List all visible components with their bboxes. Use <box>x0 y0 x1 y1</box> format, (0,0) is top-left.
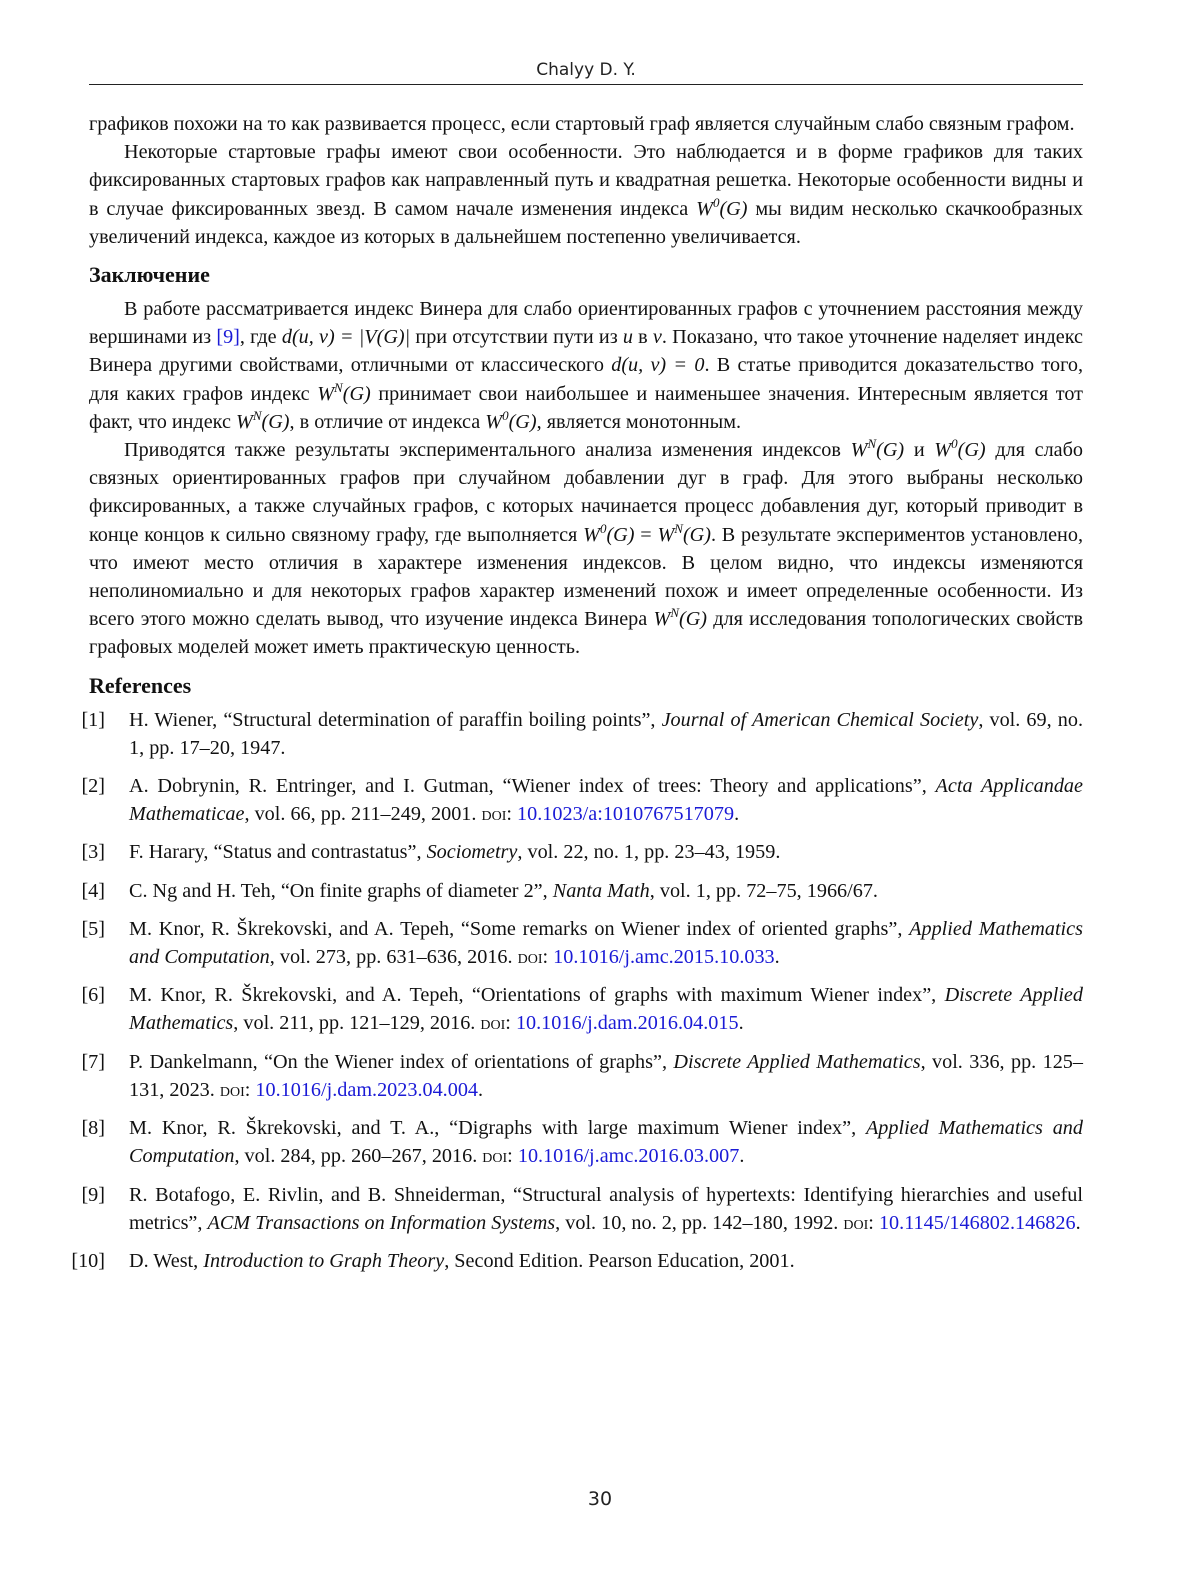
reference-text: M. Knor, R. Škrekovski, and A. Tepeh, “Orientations of graphs with maximum Wiener index”, Discrete Applied Mathematics, vol. 211, pp. 121–129, 2016. doi: 10.1016/j.dam.2016.04.015. <box>129 984 1083 1035</box>
reference-number: [1] <box>81 708 105 731</box>
doi-label: doi: <box>480 1012 511 1035</box>
doi-label: doi: <box>482 1145 513 1168</box>
doi-label: doi: <box>219 1078 251 1101</box>
reference-venue: ACM Transactions on Information Systems <box>207 1211 556 1234</box>
reference-text: D. West, Introduction to Graph Theory, Second Edition. Pearson Education, 2001. <box>129 1249 795 1272</box>
reference-item <box>71 1247 1083 1275</box>
reference-text: C. Ng and H. Teh, “On finite graphs of diameter 2”, Nanta Math, vol. 1, pp. 72–75, 1966/67. <box>129 879 878 902</box>
running-header: Chalyy D. Y. <box>89 58 1083 85</box>
reference-item <box>81 1048 1083 1104</box>
doi-link[interactable]: 10.1023/a:1010767517079 <box>517 803 735 826</box>
reference-item <box>81 877 1083 905</box>
reference-item <box>81 915 1083 971</box>
reference-item <box>81 1181 1083 1237</box>
reference-number: [6] <box>81 984 105 1007</box>
reference-number: [4] <box>81 879 105 902</box>
section-title-references: References <box>89 672 192 698</box>
reference-text: A. Dobrynin, R. Entringer, and I. Gutman, “Wiener index of trees: Theory and applications”, Acta Applicandae Mathematicae, vol. 66, pp. 211–249, 2001. doi: 10.1023/a:1010767517079. <box>129 775 1083 826</box>
reference-item <box>81 772 1083 828</box>
page-number: 30 <box>587 1488 613 1510</box>
w0-formula: $W^0(G)$ <box>485 407 537 433</box>
reference-item <box>81 838 1083 866</box>
paragraph-2: Некоторые стартовые графы имеют свои особенности. Это наблюдается и в форме графиков для таких фиксированных стартовых графов как направленный путь и квадратная решетка. Некоторые особенности видны и в случае фиксированных звезд. В самом начале изменения индекса $W^0(G)$ мы видим несколько скачкообразных увеличений индекса, каждое из которых в дальнейшем постепенно увеличивается. <box>89 141 1083 248</box>
doi-label: doi: <box>517 946 549 969</box>
reference-text: R. Botafogo, E. Rivlin, and B. Shneiderman, “Structural analysis of hypertexts: Identifying hierarchies and useful metrics”, ACM Transactions on Information Systems, vol. 10, no. 2, pp. 142–180, 1992. doi: 10.1145/146802.146826. <box>129 1183 1083 1234</box>
reference-text: H. Wiener, “Structural determination of paraffin boiling points”, Journal of American Chemical Society, vol. 69, no. 1, pp. 17–20, 1947. <box>129 708 1084 759</box>
w0-formula: $W^0(G)$ <box>696 194 748 220</box>
reference-item <box>81 981 1083 1037</box>
reference-text: M. Knor, R. Škrekovski, and A. Tepeh, “Some remarks on Wiener index of oriented graphs”, Applied Mathematics and Computation, vol. 273, pp. 631–636, 2016. doi: 10.1016/j.amc.2015.10.033. <box>129 917 1083 969</box>
reference-venue: Nanta Math <box>552 879 650 902</box>
reference-venue: Applied Mathematics and Computation <box>129 1117 1083 1168</box>
reference-venue: Introduction to Graph Theory <box>203 1249 445 1272</box>
doi-link[interactable]: 10.1016/j.dam.2016.04.015 <box>515 1012 739 1035</box>
reference-item <box>81 706 1084 762</box>
doi-link[interactable]: 10.1016/j.dam.2023.04.004 <box>255 1078 479 1101</box>
paragraph-4: Приводятся также результаты экспериментального анализа изменения индексов $W^N(G)$ и $W^0(G)$ для слабо связных ориентированных графов при случайном добавлении дуг в граф. Для этого выбраны несколько фиксированных, а также случайных графов, с которых начинается процесс добавления дуг, который приводит в конце концов к сильно связному графу, где выполняется $W^0(G) = W^N(G)$. В результате экспериментов установлено, что имеют место отличия в характере изменения индексов. В целом видно, что индексы изменяются неполиномиально и для некоторых графов характер изменений похож и имеет определенные особенности. Из всего этого можно сделать вывод, что изучение индекса Винера $W^N(G)$ для исследования топологических свойств графовых моделей может иметь практическую ценность. <box>89 436 1083 659</box>
wn-formula: $W^N(G)$ <box>317 379 371 405</box>
citation-link-9[interactable]: [9] <box>216 326 240 349</box>
wn-formula: $W^N(G)$ <box>235 407 290 433</box>
reference-number: [8] <box>81 1117 105 1140</box>
reference-number: [3] <box>81 841 105 864</box>
reference-text: M. Knor, R. Škrekovski, and T. A., “Digraphs with large maximum Wiener index”, Applied Mathematics and Computation, vol. 284, pp. 260–267, 2016. doi: 10.1016/j.amc.2016.03.007. <box>129 1117 1083 1168</box>
reference-list <box>71 706 1084 1275</box>
reference-number: [10] <box>71 1249 105 1272</box>
section-title-conclusion: Заключение <box>89 262 210 288</box>
distance-formula: d(u, v) = |V(G)| <box>281 326 411 349</box>
doi-label: doi: <box>843 1211 874 1234</box>
w0-formula: $W^0(G)$ <box>583 520 635 546</box>
doi-link[interactable]: 10.1016/j.amc.2016.03.007 <box>517 1145 740 1168</box>
wn-formula: $W^N(G)$ <box>653 605 708 631</box>
wn-formula: $W^N(G)$ <box>850 436 905 462</box>
reference-number: [2] <box>81 775 105 798</box>
reference-venue: Journal of American Chemical Society <box>661 708 979 731</box>
doi-link[interactable]: 10.1145/146802.146826 <box>878 1211 1076 1234</box>
page-body <box>71 110 1084 1285</box>
reference-number: [9] <box>81 1183 105 1206</box>
reference-venue: Applied Mathematics and Computation <box>129 917 1083 969</box>
w0-formula: $W^0(G)$ <box>934 436 986 462</box>
reference-number: [5] <box>81 917 105 940</box>
reference-number: [7] <box>81 1050 105 1073</box>
paragraph-1: графиков похожи на то как развивается процесс, если стартовый граф является случайным слабо связным графом. <box>89 113 1075 135</box>
reference-item <box>81 1114 1083 1170</box>
reference-venue: Discrete Applied Mathematics <box>673 1050 921 1073</box>
reference-venue: Sociometry <box>426 841 518 864</box>
classic-distance-formula: d(u, v) = 0 <box>611 354 705 377</box>
reference-venue: Discrete Applied Mathematics <box>129 984 1083 1035</box>
wn-formula: $W^N(G)$ <box>657 520 711 546</box>
doi-link[interactable]: 10.1016/j.amc.2015.10.033 <box>553 946 775 969</box>
reference-venue: Acta Applicandae Mathematicae <box>129 775 1083 826</box>
reference-text: P. Dankelmann, “On the Wiener index of orientations of graphs”, Discrete Applied Mathematics, vol. 336, pp. 125–131, 2023. doi: 10.1016/j.dam.2023.04.004. <box>129 1050 1083 1101</box>
paragraph-3: В работе рассматривается индекс Винера для слабо ориентированных графов с уточнением расстояния между вершинами из [9], где d(u, v) = |V(G)| при отсутствии пути из u в v. Показано, что такое уточнение наделяет индекс Винера другими свойствами, отличными от классического d(u, v) = 0. В статье приводится доказательство того, для каких графов индекс $W^N(G)$ принимает свои наибольшее и наименьшее значения. Интересным является тот факт, что индекс $W^N(G)$, в отличие от индекса $W^0(G)$, является монотонным. <box>89 298 1083 433</box>
doi-label: doi: <box>481 803 512 826</box>
reference-text: F. Harary, “Status and contrastatus”, Sociometry, vol. 22, no. 1, pp. 23–43, 1959. <box>129 841 781 864</box>
